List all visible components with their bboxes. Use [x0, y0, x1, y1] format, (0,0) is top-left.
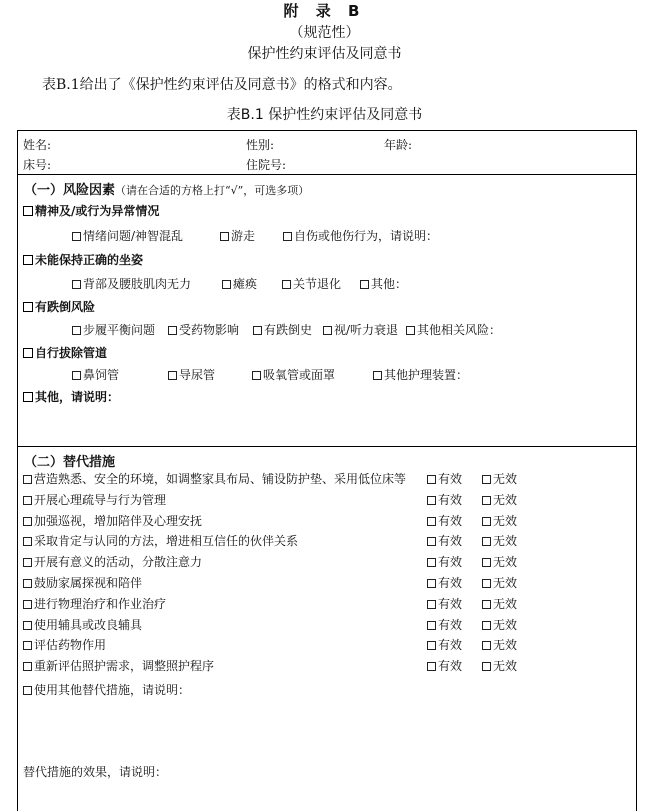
effective-option[interactable] — [427, 532, 462, 549]
measure-row[interactable] — [23, 636, 106, 653]
ineffective-label: 无效 — [493, 555, 518, 570]
divider — [18, 174, 636, 175]
ineffective-option[interactable] — [482, 512, 517, 529]
option-balance[interactable]: 步履平衡问题 — [72, 321, 155, 338]
checkbox-icon[interactable] — [23, 686, 32, 695]
checkbox-icon[interactable] — [373, 371, 382, 380]
ineffective-label: 无效 — [493, 513, 518, 528]
checkbox-icon[interactable] — [168, 326, 177, 335]
ineffective-label: 无效 — [493, 596, 518, 611]
measure-label: 评估药物作用 — [34, 638, 107, 653]
checkbox-icon[interactable] — [323, 326, 332, 335]
appendix-label: 附 录 B — [283, 2, 366, 20]
checkbox-icon[interactable] — [482, 496, 491, 505]
checkbox-icon[interactable] — [72, 280, 81, 289]
checkbox-icon[interactable] — [482, 517, 491, 526]
ineffective-label: 无效 — [493, 472, 518, 486]
gender-field-label: 性别: — [246, 138, 275, 152]
age-field-label: 年龄: — [384, 138, 413, 152]
divider — [18, 446, 636, 447]
intro-text: 表B.1给出了《保护性约束评估及同意书》的格式和内容。 — [42, 77, 402, 93]
checkbox-icon[interactable] — [23, 496, 32, 505]
option-wandering[interactable]: 游走 — [220, 227, 255, 244]
checkbox-icon[interactable] — [482, 558, 491, 567]
effective-label: 有效 — [438, 617, 463, 632]
checkbox-icon[interactable] — [482, 579, 491, 588]
measure-row[interactable] — [23, 574, 142, 591]
checkbox-icon[interactable] — [23, 662, 32, 671]
effective-label: 有效 — [438, 596, 463, 611]
risk-section-title: （一）风险因素（请在合适的方格上打“√”，可选多项） — [24, 183, 310, 198]
option-posture-other[interactable]: 其他： — [360, 275, 407, 292]
checkbox-icon[interactable] — [23, 621, 32, 630]
measure-row[interactable] — [23, 512, 202, 529]
effective-option[interactable] — [427, 574, 462, 591]
effective-option[interactable] — [427, 470, 462, 487]
measure-row[interactable] — [23, 532, 298, 549]
measure-label: 进行物理治疗和作业治疗 — [34, 596, 167, 611]
checkbox-icon[interactable] — [23, 392, 33, 402]
ineffective-label: 无效 — [493, 534, 518, 549]
risk-group-posture[interactable]: 未能保持正确的坐姿 — [23, 251, 143, 268]
measure-label: 重新评估照护需求，调整照护程序 — [34, 659, 215, 674]
ineffective-option[interactable] — [482, 470, 517, 487]
measure-row[interactable] — [23, 595, 166, 612]
option-device-other[interactable]: 其他护理装置： — [373, 366, 468, 383]
checkbox-icon[interactable] — [23, 206, 33, 216]
checkbox-icon[interactable] — [23, 255, 33, 265]
ineffective-label: 无效 — [493, 617, 518, 632]
effective-option[interactable] — [427, 636, 462, 653]
measure-row[interactable] — [23, 616, 142, 633]
risk-group-tube[interactable]: 自行拔除管道 — [23, 344, 107, 361]
option-fall-other[interactable]: 其他相关风险： — [406, 321, 501, 338]
effective-label: 有效 — [438, 638, 463, 653]
effective-label: 有效 — [438, 576, 463, 590]
checkbox-icon[interactable] — [23, 475, 32, 484]
risk-section-note: （请在合适的方格上打“√”，可选多项） — [115, 184, 310, 197]
ineffective-option[interactable] — [482, 657, 517, 674]
checkbox-icon[interactable] — [427, 496, 436, 505]
checkbox-icon[interactable] — [282, 280, 291, 289]
checkbox-icon[interactable] — [23, 302, 33, 312]
checkbox-icon[interactable] — [482, 621, 491, 630]
checkbox-icon[interactable] — [427, 517, 436, 526]
option-muscle-weakness[interactable]: 背部及腰肢肌肉无力 — [72, 275, 191, 292]
checkbox-icon[interactable] — [482, 537, 491, 546]
effective-label: 有效 — [438, 534, 463, 549]
option-oxygen[interactable]: 吸氧管或面罩 — [252, 366, 335, 383]
checkbox-icon[interactable] — [482, 600, 491, 609]
measure-label: 使用辅具或改良辅具 — [34, 617, 143, 632]
checkbox-icon[interactable] — [23, 600, 32, 609]
checkbox-icon[interactable] — [23, 579, 32, 588]
checkbox-icon[interactable] — [252, 371, 261, 380]
consent-form-table — [17, 130, 637, 811]
checkbox-icon[interactable] — [427, 558, 436, 567]
ineffective-label: 无效 — [493, 576, 518, 590]
risk-group-fall[interactable]: 有跌倒风险 — [23, 298, 95, 315]
effect-description-label: 替代措施的效果，请说明： — [23, 765, 168, 779]
checkbox-icon[interactable] — [427, 579, 436, 588]
measure-label: 营造熟悉、安全的环境，如调整家具布局、铺设防护垫、采用低位床等 — [34, 472, 407, 486]
checkbox-icon[interactable] — [283, 232, 292, 241]
bed-field-label: 床号: — [23, 158, 52, 172]
checkbox-icon[interactable] — [427, 600, 436, 609]
measure-label: 开展心理疏导与行为管理 — [34, 492, 167, 507]
checkbox-icon[interactable] — [406, 326, 415, 335]
checkbox-icon[interactable] — [23, 537, 32, 546]
risk-group-mental[interactable]: 精神及/或行为异常情况 — [23, 202, 159, 219]
effective-option[interactable] — [427, 616, 462, 633]
effective-label: 有效 — [438, 659, 463, 674]
effective-option[interactable] — [427, 553, 462, 570]
effective-label: 有效 — [438, 555, 463, 570]
document-title: 保护性约束评估及同意书 — [247, 46, 402, 62]
effective-option[interactable] — [427, 657, 462, 674]
effective-label: 有效 — [438, 472, 463, 486]
effective-label: 有效 — [438, 513, 463, 528]
appendix-nature: （规范性） — [289, 25, 360, 41]
option-paralysis[interactable]: 瘫痪 — [222, 275, 257, 292]
checkbox-icon[interactable] — [23, 558, 32, 567]
effective-label: 有效 — [438, 492, 463, 507]
measure-label: 开展有意义的活动，分散注意力 — [34, 555, 203, 570]
ineffective-label: 无效 — [493, 492, 518, 507]
option-self-harm[interactable]: 自伤或他伤行为，请说明： — [283, 227, 438, 244]
measure-label: 鼓励家属探视和陪伴 — [34, 576, 143, 590]
name-field-label: 姓名: — [23, 138, 52, 152]
ineffective-option[interactable] — [482, 636, 517, 653]
checkbox-icon[interactable] — [23, 517, 32, 526]
checkbox-icon[interactable] — [427, 662, 436, 671]
checkbox-icon[interactable] — [427, 537, 436, 546]
checkbox-icon[interactable] — [427, 641, 436, 650]
option-nasogastric[interactable]: 鼻饲管 — [72, 366, 119, 383]
option-medication[interactable]: 受药物影响 — [168, 321, 239, 338]
option-catheter[interactable]: 导尿管 — [168, 366, 215, 383]
option-emotional[interactable]: 情绪问题/神智混乱 — [72, 227, 183, 244]
admission-field-label: 住院号: — [246, 158, 287, 172]
other-measure-row[interactable]: 使用其他替代措施，请说明： — [23, 681, 190, 698]
effective-option[interactable] — [427, 595, 462, 612]
checkbox-icon[interactable] — [72, 326, 81, 335]
checkbox-icon[interactable] — [72, 371, 81, 380]
ineffective-option[interactable] — [482, 574, 517, 591]
measure-label: 采取肯定与认同的方法，增进相互信任的伙伴关系 — [34, 534, 299, 549]
measure-row[interactable] — [23, 491, 166, 508]
measure-row[interactable] — [23, 553, 202, 570]
ineffective-option[interactable] — [482, 532, 517, 549]
ineffective-option[interactable] — [482, 553, 517, 570]
checkbox-icon[interactable] — [72, 232, 81, 241]
checkbox-icon[interactable] — [427, 621, 436, 630]
effective-option[interactable] — [427, 512, 462, 529]
option-vision-hearing[interactable]: 视/听力衰退 — [323, 321, 398, 338]
checkbox-icon[interactable] — [222, 280, 231, 289]
checkbox-icon[interactable] — [482, 475, 491, 484]
ineffective-option[interactable] — [482, 491, 517, 508]
checkbox-icon[interactable] — [220, 232, 229, 241]
option-joint-degeneration[interactable]: 关节退化 — [282, 275, 341, 292]
measure-row[interactable] — [23, 657, 214, 674]
checkbox-icon[interactable] — [482, 662, 491, 671]
table-caption: 表B.1 保护性约束评估及同意书 — [226, 107, 423, 123]
option-fall-history[interactable]: 有跌倒史 — [253, 321, 312, 338]
measure-label: 加强巡视，增加陪伴及心理安抚 — [34, 513, 203, 528]
checkbox-icon[interactable] — [23, 641, 32, 650]
alternatives-section-title: （二）替代措施 — [24, 455, 116, 470]
checkbox-icon[interactable] — [168, 371, 177, 380]
ineffective-label: 无效 — [493, 638, 518, 653]
checkbox-icon[interactable] — [253, 326, 262, 335]
risk-group-other[interactable]: 其他，请说明： — [23, 388, 119, 405]
checkbox-icon[interactable] — [360, 280, 369, 289]
checkbox-icon[interactable] — [427, 475, 436, 484]
measure-row[interactable] — [23, 470, 406, 487]
ineffective-option[interactable] — [482, 595, 517, 612]
ineffective-option[interactable] — [482, 616, 517, 633]
checkbox-icon[interactable] — [482, 641, 491, 650]
ineffective-label: 无效 — [493, 659, 518, 674]
checkbox-icon[interactable] — [23, 348, 33, 358]
effective-option[interactable] — [427, 491, 462, 508]
